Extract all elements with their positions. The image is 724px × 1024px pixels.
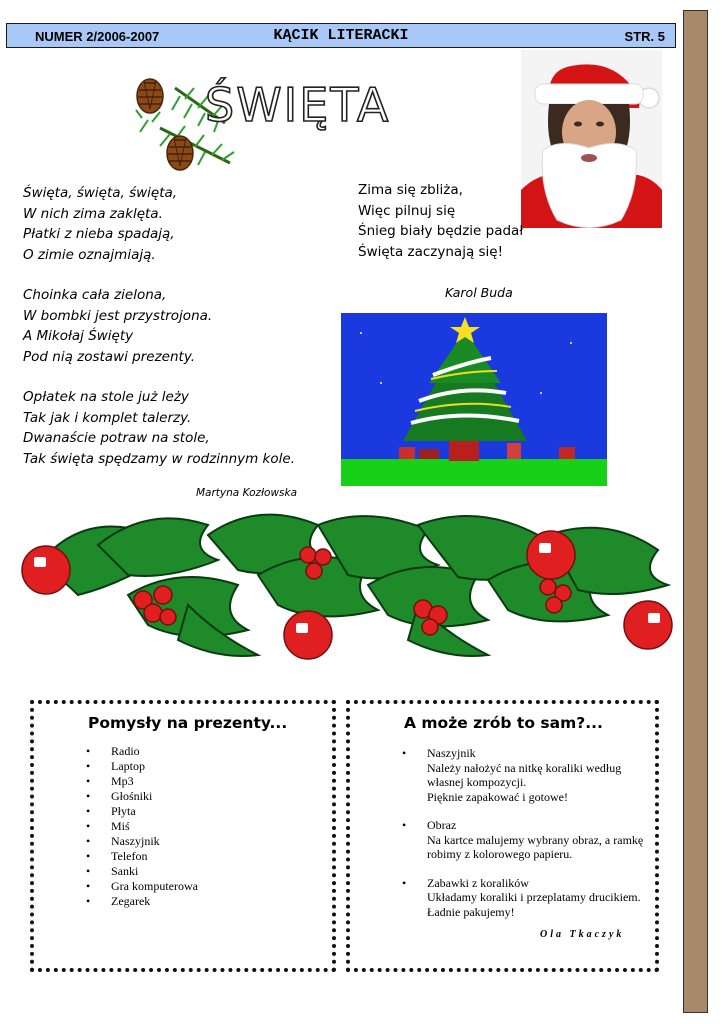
poem-left-author: Martyna Kozłowska — [196, 487, 298, 499]
poem-stanza — [23, 285, 295, 367]
list-item — [402, 818, 643, 862]
diy-item-name: • Obraz — [427, 818, 457, 832]
poem-line: O zimie oznajmiają. — [23, 246, 156, 263]
list-item: • Płyta — [86, 804, 198, 819]
poem-line: Zima się zbliża, — [358, 182, 463, 198]
list-item: • Laptop — [86, 759, 198, 774]
poem-line: Płatki z nieba spadają, — [23, 226, 175, 242]
poem-line: Dwanaście potraw na stole, — [23, 430, 210, 446]
poem-right-author: Karol Buda — [445, 285, 513, 300]
section-title: KĄCIK LITERACKI — [273, 27, 409, 44]
poem-line: Opłatek na stole już leży — [23, 389, 189, 405]
diy-item-line: Układamy koraliki i przeplatamy drucikiem. — [427, 890, 641, 904]
poem-stanza — [23, 387, 295, 469]
poem-line: Tak święta spędzamy w rodzinnym kole. — [23, 450, 295, 467]
diy-item-line: Pięknie zapakować i gotowe! — [427, 789, 568, 804]
poem-line: Święta zaczynają się! — [358, 243, 504, 260]
list-item: • Gra komputerowa — [86, 879, 198, 894]
list-item: • Mp3 — [86, 774, 198, 789]
poem-line: W bombki jest przystrojona. — [23, 307, 213, 324]
holly-garland-decoration — [18, 505, 673, 665]
poem-line: Więc pilnuj się — [358, 202, 456, 219]
diy-item-line: Należy nałożyć na nitkę koraliki według — [427, 760, 622, 775]
list-item: • Telefon — [86, 849, 198, 864]
poem-line: Święta, święta, święta, — [23, 185, 178, 201]
christmas-tree-picture — [341, 313, 607, 486]
poem-right — [358, 180, 523, 262]
gift-ideas-list — [86, 744, 198, 909]
poem-line: Choinka cała zielona, — [23, 287, 167, 303]
gift-ideas-title: Pomysły na prezenty... — [88, 714, 288, 732]
santa-photo — [521, 50, 662, 228]
poem-line: A Mikołaj Święty — [23, 328, 134, 344]
page-header — [6, 23, 676, 48]
issue-number: NUMER 2/2006-2007 — [35, 29, 160, 44]
list-item: • Naszyjnik — [86, 834, 198, 849]
list-item: • Miś — [86, 819, 198, 834]
diy-item-line: Na kartce malujemy wybrany obraz, a ramkę — [427, 832, 644, 847]
list-item: • Głośniki — [86, 789, 198, 804]
diy-list — [402, 746, 643, 933]
page-number: STR. 5 — [624, 29, 665, 44]
gift-ideas-box — [30, 700, 336, 972]
page-title: ŚWIĘTA — [205, 78, 391, 132]
list-item: • Sanki — [86, 864, 198, 879]
list-item — [402, 876, 643, 920]
poem-left — [23, 183, 295, 489]
list-item: • Radio — [86, 744, 198, 759]
poem-stanza — [23, 183, 295, 265]
diy-item-line: robimy z kolorowego papieru. — [427, 847, 573, 861]
list-item — [402, 746, 643, 804]
poem-line: Tak jak i komplet talerzy. — [23, 409, 192, 426]
poem-line: Śnieg biały będzie padał — [358, 223, 524, 239]
diy-item-line: Ładnie pakujemy! — [427, 904, 515, 919]
diy-item-name: • Naszyjnik — [427, 746, 476, 760]
side-decoration-bar — [683, 10, 708, 1013]
pine-cone-icon — [137, 79, 163, 113]
poem-line: W nich zima zaklęta. — [23, 205, 163, 222]
poem-line: Pod nią zostawi prezenty. — [23, 348, 196, 365]
list-item: • Zegarek — [86, 894, 198, 909]
diy-box — [346, 700, 659, 972]
diy-title: A może zrób to sam?... — [404, 714, 603, 732]
diy-item-name: • Zabawki z koralików — [427, 875, 529, 890]
diy-item-line: własnej kompozycji. — [427, 775, 527, 789]
diy-author: Ola Tkaczyk — [540, 929, 625, 940]
